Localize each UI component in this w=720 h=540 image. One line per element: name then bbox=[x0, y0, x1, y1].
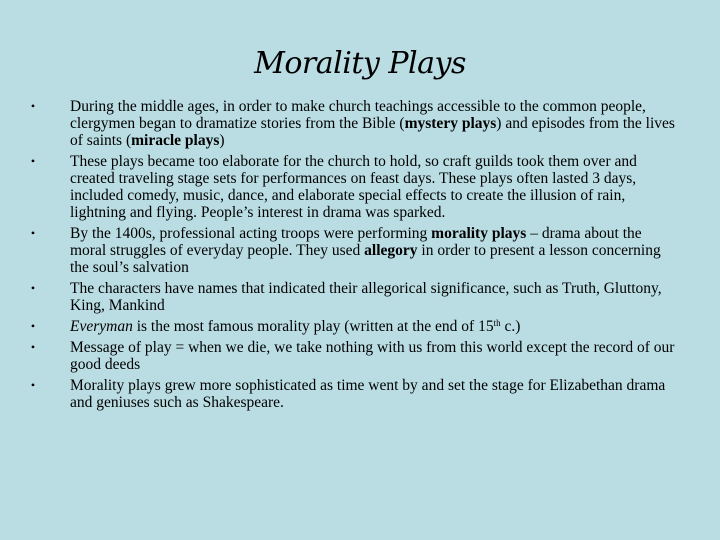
bullet-text-segment: c.) bbox=[500, 318, 521, 335]
bullet-text bbox=[70, 339, 674, 373]
bullet-text-segment: th bbox=[493, 318, 501, 328]
bullet-item bbox=[28, 377, 678, 411]
bullet-text bbox=[70, 280, 662, 314]
bullet-text bbox=[70, 225, 661, 276]
bullet-text-segment: ) bbox=[219, 132, 225, 149]
bullet-dot-icon: • bbox=[30, 319, 36, 333]
bullet-dot-icon: • bbox=[30, 99, 36, 113]
bullet-item bbox=[28, 280, 678, 314]
bullet-text-segment: mystery plays bbox=[404, 115, 497, 132]
bullet-item bbox=[28, 153, 678, 221]
bullet-text-segment: By the 1400s, professional acting troops were performing bbox=[70, 225, 432, 242]
bullet-text-segment: Everyman bbox=[70, 318, 133, 335]
bullet-text bbox=[70, 98, 675, 149]
slide-title: Morality Plays bbox=[254, 46, 466, 81]
bullet-text-segment: miracle plays bbox=[131, 132, 220, 149]
bullet-item bbox=[28, 318, 678, 335]
bullet-item bbox=[28, 339, 678, 373]
bullet-text-segment: is the most famous morality play (written at the end of 15 bbox=[132, 318, 494, 335]
bullet-item bbox=[28, 225, 678, 276]
bullet-text-segment: Morality plays grew more sophisticated as time went by and set the stage for Elizabethan drama and geniuses such as Shakespeare. bbox=[70, 377, 666, 411]
bullet-dot-icon: • bbox=[30, 281, 36, 295]
bullet-dot-icon: • bbox=[30, 226, 36, 240]
bullet-text bbox=[70, 377, 665, 411]
bullet-dot-icon: • bbox=[30, 378, 36, 392]
bullet-item bbox=[28, 98, 678, 149]
bullet-text bbox=[70, 318, 520, 335]
bullet-text-segment: morality plays bbox=[431, 225, 527, 242]
bullet-text-segment: During the middle ages, in order to make church teachings accessible to the common people, clergymen began to dramatize stories from the Bible ( bbox=[70, 98, 646, 132]
bullet-dot-icon: • bbox=[30, 340, 36, 354]
bullet-text-segment: allegory bbox=[364, 242, 418, 259]
bullet-text-segment: ) and episodes from the lives of saints ( bbox=[70, 115, 675, 149]
bullet-text-segment: These plays became too elaborate for the church to hold, so craft guilds took them over and created traveling stage sets for performances on feast days. These plays often lasted 3 days, included comedy, music, dance, and elaborate special effects to create the illusion of rain, lightning and flying. People’s interest in drama was sparked. bbox=[70, 153, 637, 221]
bullet-text-segment: Message of play = when we die, we take nothing with us from this world except the record of our good deeds bbox=[70, 339, 675, 373]
bullet-text-segment: in order to present a lesson concerning the soul’s salvation bbox=[70, 242, 661, 276]
bullet-dot-icon: • bbox=[30, 154, 36, 168]
bullet-list bbox=[28, 98, 678, 415]
bullet-text bbox=[70, 153, 637, 221]
bullet-text-segment: – drama about the moral struggles of everyday people. They used bbox=[70, 225, 642, 259]
bullet-text-segment: The characters have names that indicated their allegorical significance, such as Truth, Gluttony, King, Mankind bbox=[70, 280, 662, 314]
